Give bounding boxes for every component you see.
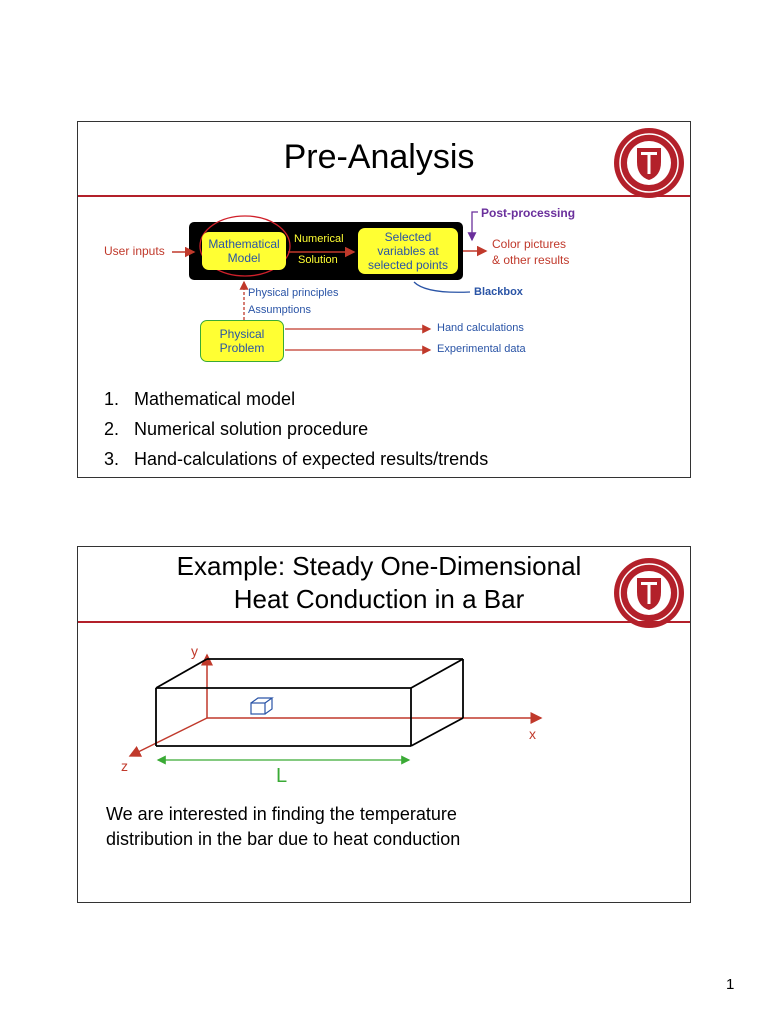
list-item [104,444,488,474]
label-numerical: Numerical [294,233,344,245]
body-line: distribution in the bar due to heat conduction [106,829,461,849]
box-physical-problem [200,320,284,362]
list-item [104,384,488,414]
box-line: selected points [367,258,449,272]
page-number: 1 [726,976,735,993]
slide-pre-analysis [77,121,691,478]
label-physical-principles: Physical principles [248,287,339,299]
label-assumptions: Assumptions [248,304,311,316]
box-line: Physical [219,327,265,341]
axis-label-x: x [529,726,536,742]
box-line: variables at [377,244,439,258]
list-number: 2. [104,419,120,439]
list-text: Numerical solution procedure [134,419,369,439]
title-line: Example: Steady One-Dimensional [176,551,582,581]
element-cube-icon [251,698,272,714]
body-line: We are interested in finding the temperature [106,804,457,824]
list-item [104,414,488,444]
box-line: Model [227,251,261,265]
label-post-processing: Post-processing [481,206,576,220]
label-blackbox: Blackbox [474,286,523,298]
axis-label-y: y [191,643,198,659]
length-label: L [276,765,288,787]
title-line: Heat Conduction in a Bar [233,584,525,614]
box-line: Mathematical [208,237,280,251]
list-text: Mathematical model [134,389,296,409]
list-number: 3. [104,449,120,469]
box-selected-variables [358,228,458,274]
slide-title: Pre-Analysis [283,138,475,176]
label-solution: Solution [298,254,338,266]
label-color-pictures [492,236,569,268]
slide-heat-conduction-example [77,546,691,903]
box-line: Problem [219,341,265,355]
label-experimental-data: Experimental data [437,343,526,355]
label-hand-calculations: Hand calculations [437,322,524,334]
axis-label-z: z [121,758,128,774]
label-line: Color pictures [492,237,567,251]
label-line: & other results [492,253,570,267]
list-number: 1. [104,389,120,409]
list-text: Hand-calculations of expected results/trends [134,449,489,469]
box-mathematical-model [202,232,286,270]
pre-analysis-list [104,384,488,474]
label-user-inputs: User inputs [104,244,165,258]
box-line: Selected [384,230,432,244]
slide-body-text [106,802,586,852]
